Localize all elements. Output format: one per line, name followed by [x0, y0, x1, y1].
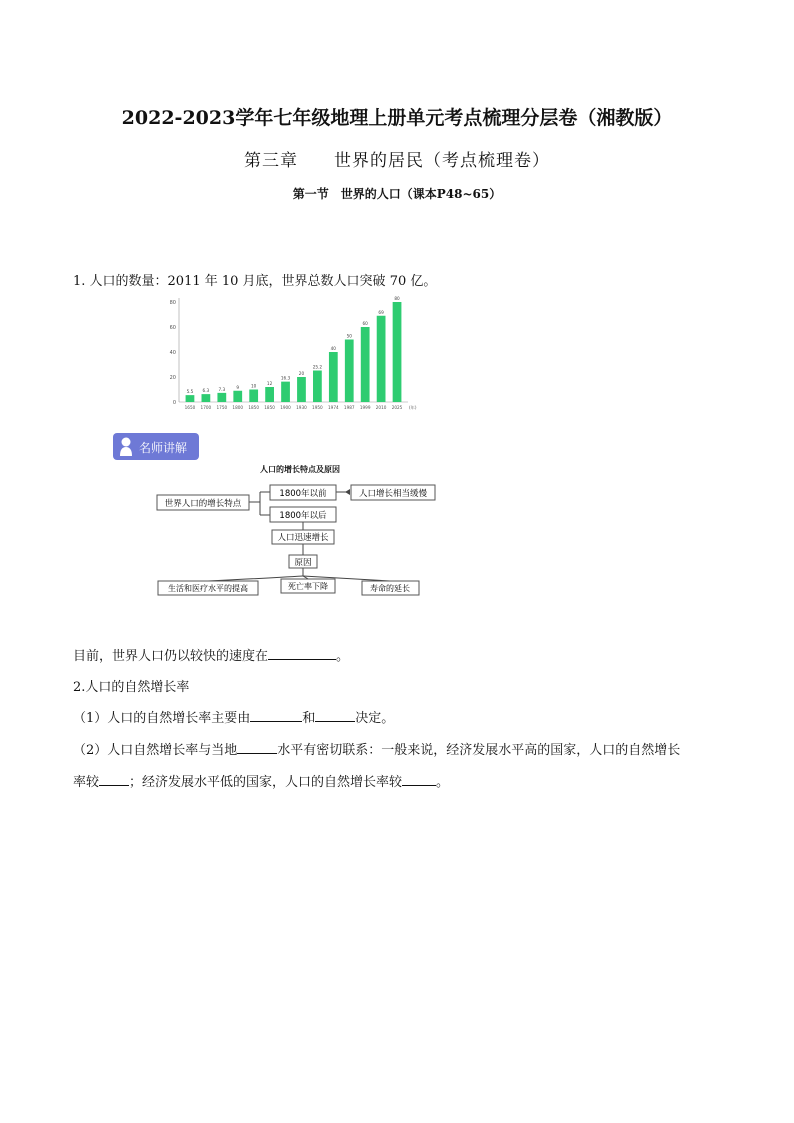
diagram-rapid-growth: 人口迅速增长 — [277, 533, 329, 543]
bar-value-label: 50 — [346, 333, 352, 339]
section-heading: 第一节 世界的人口（课本P48~65） — [292, 187, 502, 201]
bar-value-label: 10 — [251, 383, 257, 389]
q2-2-part-a: （2）人口自然增长率与当地 — [73, 743, 238, 758]
y-tick-label: 0 — [172, 400, 176, 406]
x-tick-label: 1700 — [200, 405, 212, 410]
x-tick-label: 1900 — [280, 405, 291, 410]
diagram-before-1800: 1800年以前 — [279, 489, 327, 499]
q2-1-part-b: 和 — [302, 711, 316, 726]
x-tick-label: 1850 — [264, 405, 275, 410]
chapter-heading — [0, 146, 794, 171]
bar — [393, 302, 402, 402]
badge-label: 名师讲解 — [139, 441, 188, 455]
bar-value-label: 69 — [378, 309, 384, 315]
diagram-slow-growth: 人口增长相当缓慢 — [358, 489, 428, 499]
x-tick-label: 2025 — [391, 405, 403, 410]
q2-1-part-a: （1）人口的自然增长率主要由 — [73, 711, 251, 726]
x-axis-unit: (年) — [409, 405, 417, 410]
bar — [217, 393, 226, 402]
y-tick-label: 20 — [169, 375, 176, 381]
diagram-title: 人口的增长特点及原因 — [260, 465, 340, 474]
page-title: 2022-2023学年七年级地理上册单元考点梳理分层卷（湘教版） — [121, 107, 673, 129]
diagram-reason-3: 寿命的延长 — [370, 584, 410, 593]
current-growth-text — [73, 645, 349, 664]
chapter-topic: 世界的居民（考点梳理卷） — [334, 151, 550, 171]
answer-blank[interactable] — [315, 709, 355, 722]
answer-blank[interactable] — [268, 647, 336, 660]
x-tick-label: 2010 — [375, 405, 387, 410]
bar-value-label: 40 — [330, 346, 336, 351]
question-2-2 — [73, 739, 680, 758]
bar-value-label: 16.3 — [280, 375, 291, 381]
diagram-after-1800: 1800年以后 — [279, 511, 327, 521]
x-tick-label: 1930 — [296, 405, 307, 410]
current-growth-end: 。 — [336, 649, 350, 664]
q2-3-part-b: ；经济发展水平低的国家，人口的自然增长率较 — [129, 775, 403, 790]
q2-3-part-c: 。 — [436, 775, 450, 790]
bar — [186, 395, 195, 402]
bar — [233, 391, 242, 402]
question-2-1 — [73, 707, 394, 726]
bar-value-label: 12 — [266, 381, 273, 386]
bar — [313, 371, 322, 403]
bar-value-label: 5.5 — [186, 389, 194, 395]
answer-blank[interactable] — [99, 773, 129, 786]
x-tick-label: 1950 — [312, 405, 323, 410]
q2-3-part-a: 率较 — [73, 775, 100, 790]
y-tick-label: 60 — [169, 325, 176, 331]
q2-1-part-c: 决定。 — [355, 711, 395, 726]
q2-2-part-b: 水平有密切联系：一般来说，经济发展水平高的国家，人口的自然增长 — [277, 743, 681, 758]
bar — [329, 352, 338, 402]
bar-value-label: 9 — [236, 384, 240, 390]
diagram-reason-2: 死亡率下降 — [288, 582, 328, 591]
x-tick-label: 1974 — [327, 405, 339, 410]
diagram-root: 世界人口的增长特点 — [164, 499, 242, 509]
bar-value-label: 25.2 — [312, 364, 323, 370]
question-2-3 — [73, 771, 449, 790]
bar-value-label: 20 — [298, 371, 305, 376]
bar-value-label: 7.3 — [218, 386, 226, 392]
teacher-explanation-badge — [113, 433, 199, 460]
bar — [345, 340, 354, 403]
y-tick-label: 40 — [169, 350, 176, 356]
bar-value-label: 60 — [362, 321, 368, 326]
x-tick-label: 1987 — [343, 405, 355, 410]
person-icon — [118, 436, 134, 457]
x-tick-label: 1750 — [216, 405, 228, 410]
bar — [377, 316, 386, 402]
bar — [202, 394, 211, 402]
diagram-reason-1: 生活和医疗水平的提高 — [168, 584, 248, 593]
diagram-reason: 原因 — [294, 558, 312, 568]
current-growth-prompt: 目前，世界人口仍以较快的速度在 — [73, 649, 269, 664]
answer-blank[interactable] — [402, 773, 436, 786]
bar — [361, 327, 370, 402]
bar — [265, 387, 274, 402]
chapter-number: 第三章 — [244, 151, 298, 171]
x-tick-label: 1850 — [248, 405, 260, 410]
population-growth-diagram — [150, 460, 450, 600]
bar — [281, 382, 290, 402]
x-tick-label: 1800 — [232, 405, 244, 410]
x-tick-label: 1999 — [359, 405, 371, 410]
question-1-text: 1. 人口的数量：2011 年 10 月底，世界总数人口突破 70 亿。 — [73, 274, 437, 289]
bar — [249, 390, 258, 403]
bar-value-label: 6.3 — [202, 388, 210, 394]
x-tick-label: 1650 — [184, 405, 196, 410]
population-bar-chart — [160, 292, 420, 418]
answer-blank[interactable] — [237, 741, 277, 754]
bar-value-label: 80 — [394, 296, 400, 301]
y-tick-label: 80 — [169, 300, 176, 306]
bar — [297, 377, 306, 402]
question-2-title: 2.人口的自然增长率 — [73, 680, 190, 695]
answer-blank[interactable] — [250, 709, 302, 722]
